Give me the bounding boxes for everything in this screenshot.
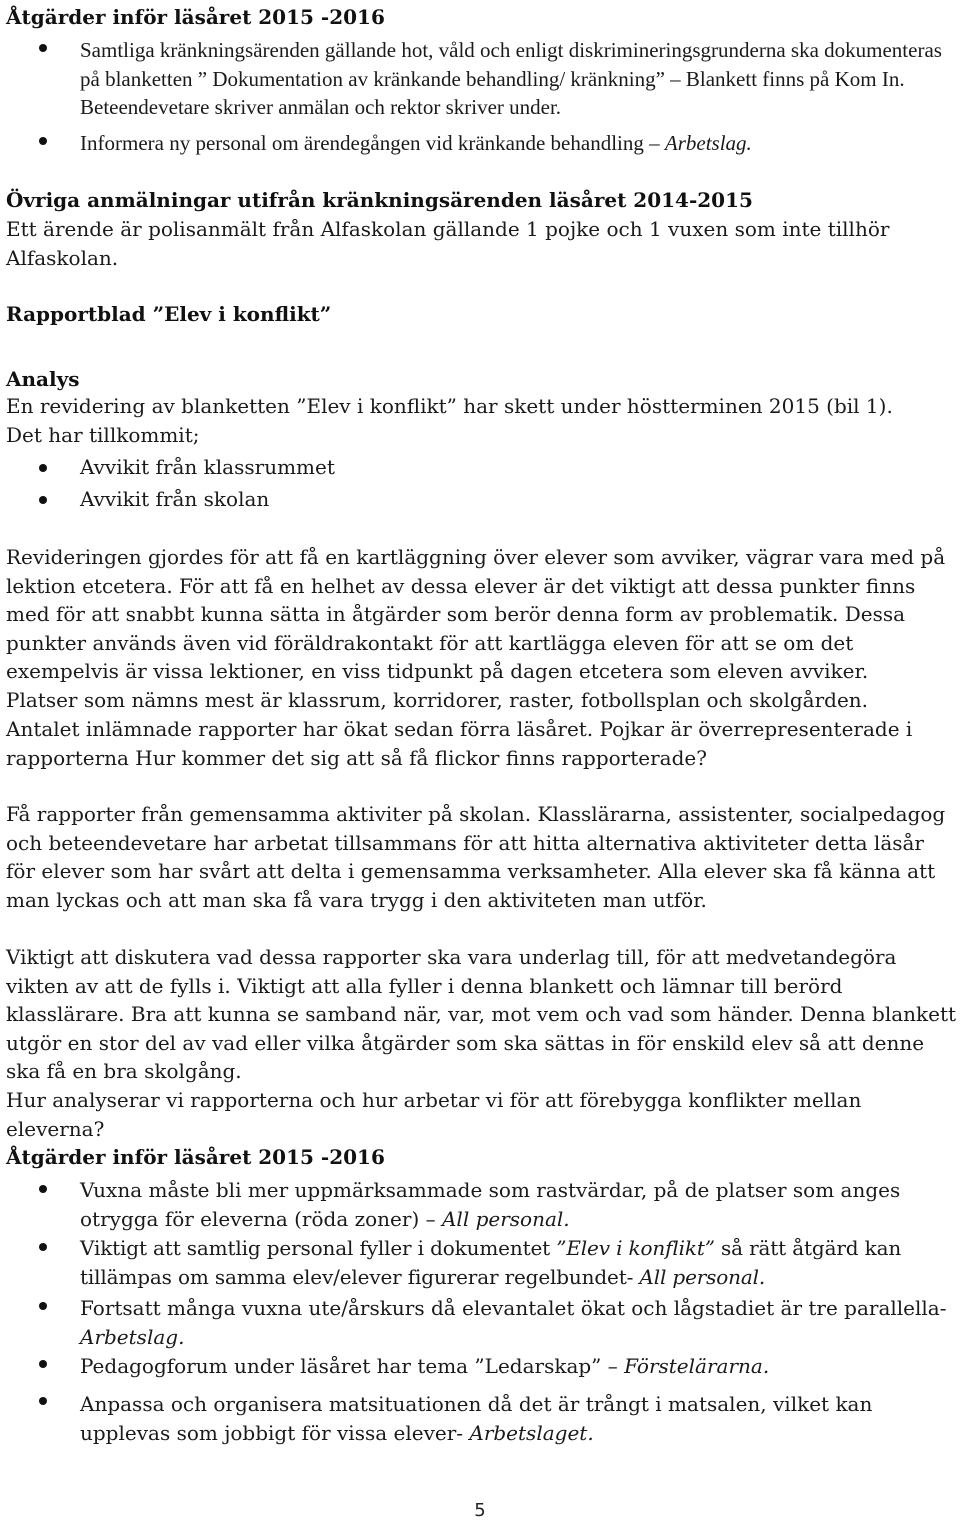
- paragraph-revision-purpose: Revideringen gjordes för att få en kartläggning över elever som avviker, vägrar vara med på lektion etcetera. För att få en helhet av dessa elever är det viktigt att dessa punkter finns med för att snabbt kunna sätta in åtgärder som berör denna form av problematik. Dessa punkter används även vid föräldrakontakt för att kartlägga eleven för att se om det exempelvis är vissa lektioner, en viss tidpunkt på dagen etcetera som eleven avviker.: [6, 545, 946, 683]
- section-heading-actions-top: Åtgärder inför läsåret 2015 -2016: [6, 5, 385, 29]
- bullet-dot: [39, 464, 47, 472]
- paragraph-activities: Få rapporter från gemensamma aktiviter på skolan. Klasslärarna, assistenter, socialpedagog och beteendevetare har arbetat tillsammans för att hitta alternativa aktiviteter detta läsår för elever som har svårt att delta i gemensamma verksamheter. Alla elever ska få känna att man lyckas och att man ska få vara trygg i den aktiviteten man utför.: [6, 802, 946, 912]
- added-item: Avvikit från skolan: [80, 487, 270, 511]
- action-item-lunch-organisation: [80, 1390, 960, 1447]
- document-title: ”Elev i konflikt”: [556, 1236, 715, 1260]
- analysis-line-revision: En revidering av blanketten ”Elev i konflikt” har skett under höstterminen 2015 (bil 1).: [6, 394, 893, 418]
- owner-all-staff: All personal.: [441, 1206, 570, 1231]
- owner-forstelararna: Förstelärarna.: [624, 1354, 770, 1378]
- action-item-pedagog-forum: [80, 1352, 960, 1381]
- owner-arbetslag: Arbetslag.: [664, 131, 752, 155]
- paragraph-places: Platser som nämns mest är klassrum, korridorer, raster, fotbollsplan och skolgården.: [6, 688, 869, 712]
- section-heading-actions-bottom: Åtgärder inför läsåret 2015 -2016: [6, 1145, 385, 1169]
- bullet-dot: [39, 1243, 47, 1251]
- owner-arbetslag: Arbetslag.: [80, 1324, 185, 1349]
- section-heading-other-reports: Övriga anmälningar utifrån kränkningsärenden läsåret 2014-2015: [6, 188, 753, 212]
- section-heading-analysis: Analys: [6, 367, 80, 391]
- bullet-dot: [39, 1397, 47, 1405]
- paragraph-police-report: Ett ärende är polisanmält från Alfaskolan gällande 1 pojke och 1 vuxen som inte tillhör Alfaskolan.: [6, 217, 890, 270]
- bullet-inform-staff-text: Informera ny personal om ärendegången vid kränkande behandling –: [80, 131, 665, 155]
- action-item-fill-in-document: [80, 1234, 958, 1291]
- action-text: Vuxna måste bli mer uppmärksammade som rastvärdar, på de platser som anges otrygga för eleverna (röda zoner) –: [80, 1178, 901, 1231]
- bullet-inform-staff: [80, 129, 960, 158]
- action-item-recess-supervision: [80, 1176, 960, 1233]
- added-item: Avvikit från klassrummet: [80, 455, 335, 479]
- bullet-dot: [39, 137, 47, 145]
- owner-arbetslaget: Arbetslaget.: [469, 1420, 594, 1445]
- action-text: Anpassa och organisera matsituationen då det är trångt i matsalen, vilket kan upplevas som jobbigt för vissa elever-: [80, 1392, 873, 1445]
- bullet-dot: [39, 44, 47, 52]
- page-number: 5: [474, 1500, 486, 1521]
- action-item-adults-outdoors: [80, 1294, 960, 1351]
- owner-all-staff: All personal.: [639, 1264, 766, 1289]
- analysis-line-added: Det har tillkommit;: [6, 423, 200, 447]
- paragraph-report-count: Antalet inlämnade rapporter har ökat sedan förra läsåret. Pojkar är överrepresenterade i rapporterna Hur kommer det sig att så få flickor finns rapporterade?: [6, 717, 913, 770]
- bullet-dot: [39, 1185, 47, 1193]
- bullet-dot: [39, 1302, 47, 1310]
- action-text: Pedagogforum under läsåret har tema ”Ledarskap” –: [80, 1354, 625, 1378]
- action-text: Viktigt att samtlig personal fyller i dokumentet: [80, 1236, 557, 1260]
- bullet-documentation: Samtliga kränkningsärenden gällande hot, våld och enligt diskrimineringsgrunderna ska dokumenteras på blanketten ” Dokumentation av kränkande behandling/ kränkning” – Blankett finns på Kom In. Beteendevetare skriver anmälan och rektor skriver under.: [80, 38, 942, 119]
- paragraph-discuss-reports: Viktigt att diskutera vad dessa rapporter ska vara underlag till, för att medvetandegöra vikten av att de fylls i. Viktigt att alla fyller i denna blankett och lämnar till berörd klasslärare. Bra att kunna se samband när, var, mot vem och vad som händer. Denna blankett utgör en stor del av vad eller vilka åtgärder som ska sättas in för enskild elev så att denne ska få en bra skolgång.: [6, 945, 957, 1083]
- bullet-dot: [39, 496, 47, 504]
- action-text: så rätt åtgärd kan tillämpas om samma elev/elever figurerar regelbundet-: [80, 1236, 902, 1289]
- section-heading-report-sheet: Rapportblad ”Elev i konflikt”: [6, 302, 332, 326]
- bullet-dot: [39, 1360, 47, 1368]
- paragraph-analysis-question: Hur analyserar vi rapporterna och hur arbetar vi för att förebygga konflikter mellan eleverna?: [6, 1088, 862, 1141]
- action-text: Fortsatt många vuxna ute/årskurs då elevantalet ökat och lågstadiet är tre parallella-: [80, 1296, 947, 1320]
